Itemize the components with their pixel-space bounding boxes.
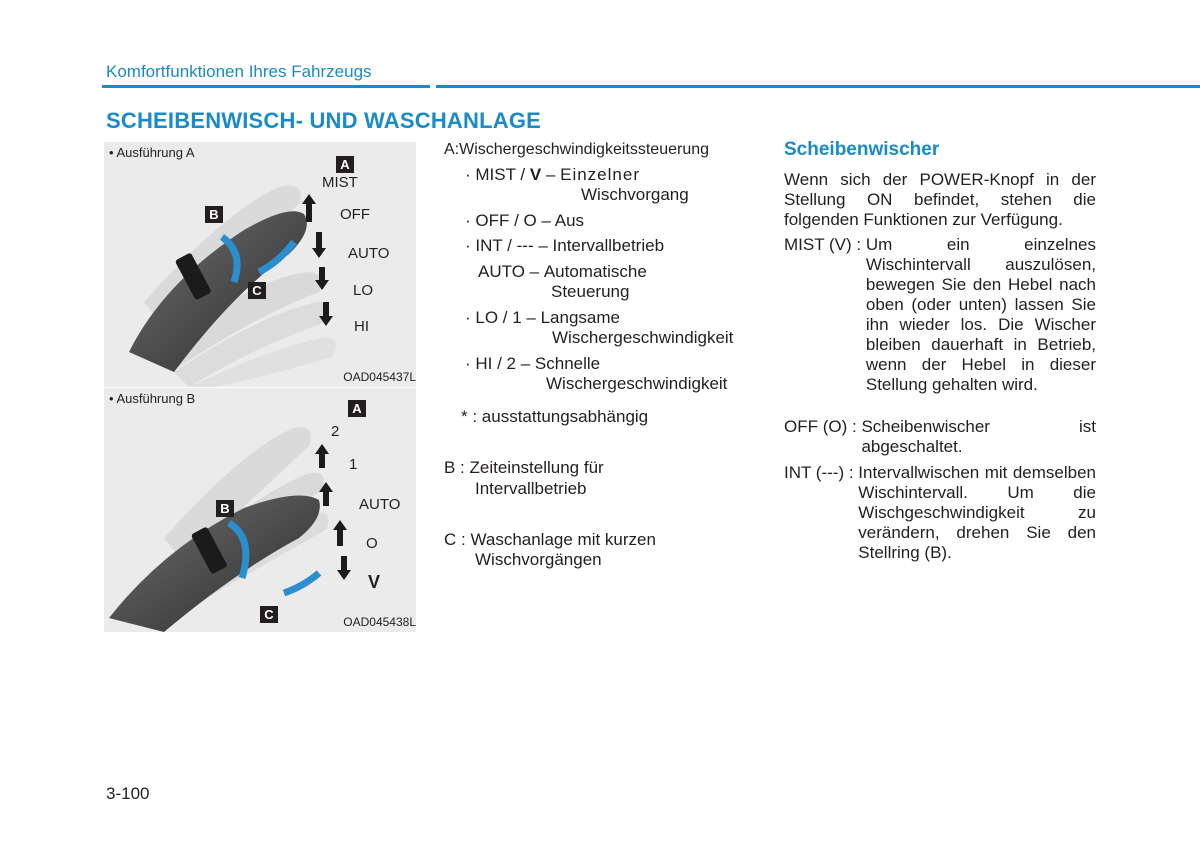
label-off: OFF	[340, 206, 370, 223]
figure-variant-label: • Ausführung B	[109, 391, 196, 406]
callout-a: A	[348, 400, 366, 417]
callout-b: B	[216, 500, 234, 517]
label-auto: AUTO	[348, 245, 390, 262]
section-title: SCHEIBENWISCH- UND WASCHANLAGE	[106, 108, 541, 133]
label-o: O	[366, 535, 378, 552]
definition-term: INT (---) :	[784, 463, 859, 482]
item-hi	[465, 354, 756, 394]
label-2: 2	[331, 423, 340, 440]
item-word: Schnelle	[534, 354, 601, 373]
c-line1: C : Waschanlage mit kurzen	[444, 530, 656, 549]
label-v: V	[368, 572, 381, 592]
item-word: Automatische	[543, 262, 647, 281]
item-prefix: · MIST /	[465, 165, 530, 184]
item-lo	[465, 308, 756, 348]
c-line2: Wischvorgängen	[475, 550, 602, 569]
definition-int	[784, 463, 1096, 563]
definition-body: Intervallwischen mit demselben Wischintervall. Um die Wischgeschwindigkeit zu verändern, drehen Sie den Stellring (B).	[858, 463, 1096, 562]
item-int: · INT / --- – Intervallbetrieb	[465, 236, 665, 255]
header-rule	[102, 85, 1200, 88]
footnote: * : ausstattungsabhängig	[461, 407, 649, 426]
callout-c: C	[248, 282, 266, 299]
item-word: Langsame	[540, 308, 620, 327]
page-number: 3-100	[106, 784, 150, 803]
item-dash: –	[541, 165, 561, 184]
subsection-title: Scheibenwischer	[784, 139, 940, 160]
b-line1: B : Zeiteinstellung für	[444, 458, 604, 477]
callout-b: B	[205, 206, 223, 223]
running-title: Komfortfunktionen Ihres Fahrzeugs	[106, 62, 372, 81]
definition-body: Um ein einzelnes Wischintervall auszulösen, bewegen Sie den Hebel nach oben (oder unten) lassen Sie ihn wieder los. Die Wischer bleiben dauerhaft in Betrieb, wenn der Hebel in dieser Stellung gehalten wird.	[865, 235, 1096, 394]
figure-variant-b	[104, 388, 416, 632]
item-auto	[478, 262, 756, 302]
definition-body: Scheibenwischer ist abgeschaltet.	[861, 417, 1096, 456]
label-1: 1	[349, 456, 358, 473]
item-word: Einzelner	[560, 165, 640, 184]
wiper-lever-illustration-a	[104, 142, 416, 387]
item-off: · OFF / O – Aus	[465, 211, 585, 230]
callout-c: C	[260, 606, 278, 623]
b-line2: Intervallbetrieb	[475, 479, 587, 498]
item-prefix: · LO / 1 –	[465, 308, 541, 327]
item-mist	[465, 165, 756, 205]
item-continuation: Wischvorgang	[581, 185, 689, 204]
definition-mist	[784, 235, 1096, 395]
a-title: A:Wischergeschwindigkeitssteuerung	[444, 141, 710, 158]
figure-variant-a	[104, 142, 416, 387]
definition-term: MIST (V) :	[784, 235, 866, 254]
item-continuation: Steuerung	[551, 282, 630, 301]
callout-a: A	[336, 156, 354, 173]
figure-variant-label: • Ausführung A	[109, 145, 195, 160]
label-auto: AUTO	[359, 496, 401, 513]
header-rule-gap	[430, 85, 436, 88]
figure-code: OAD045437L	[343, 370, 416, 384]
label-lo: LO	[353, 282, 374, 299]
label-mist: MIST	[322, 174, 358, 191]
figure-code: OAD045438L	[343, 615, 416, 629]
mist-symbol: V	[529, 165, 542, 184]
label-hi: HI	[354, 318, 369, 335]
item-continuation: Wischergeschwindigkeit	[546, 374, 728, 393]
item-prefix: · HI / 2 –	[465, 354, 535, 373]
item-prefix: AUTO –	[478, 262, 544, 281]
definition-term: OFF (O) :	[784, 417, 862, 436]
item-continuation: Wischergeschwindigkeit	[552, 328, 734, 347]
intro-paragraph: Wenn sich der POWER-Knopf in der Stellung ON befindet, stehen die folgenden Funktionen zur Verfügung.	[784, 170, 1096, 229]
definition-off	[784, 417, 1096, 457]
